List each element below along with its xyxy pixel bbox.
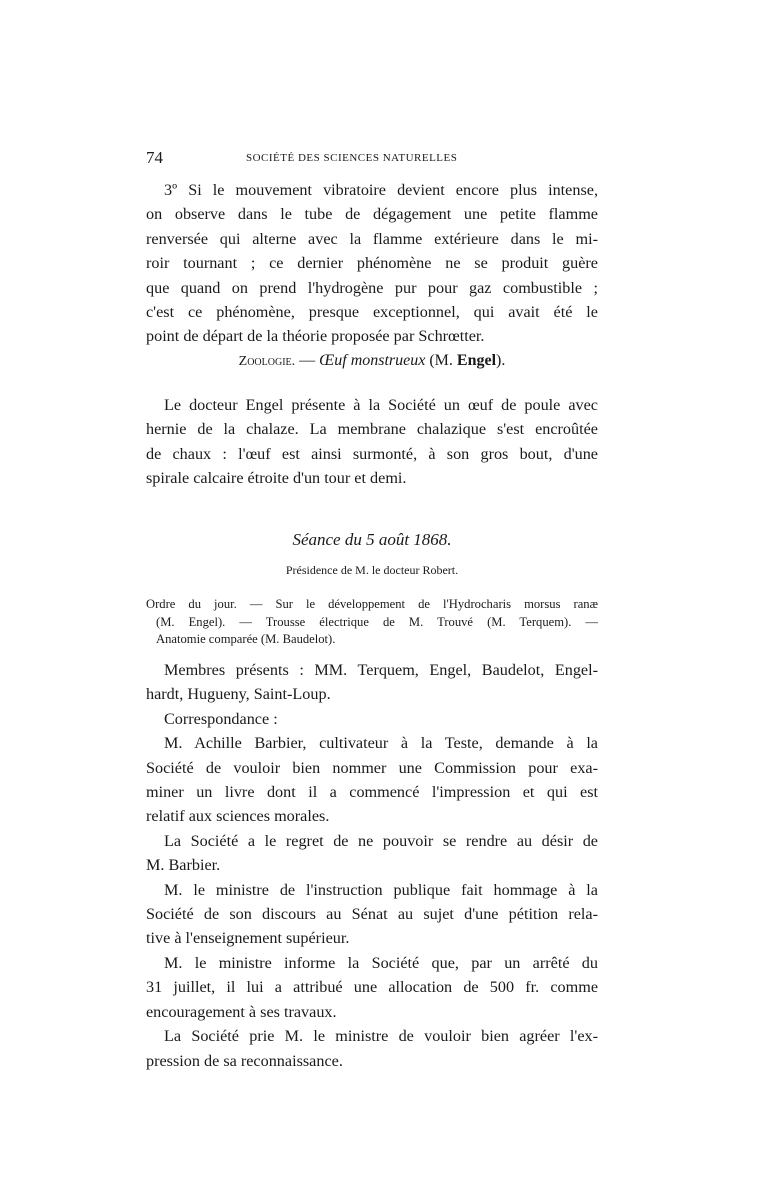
ordre-du-jour — [146, 596, 598, 649]
text-line: que quand on prend l'hydrogène pur pour gaz combustible ; — [146, 278, 598, 297]
text-line: M. Barbier. — [146, 856, 221, 875]
paragraph-hydrogen-flame — [146, 178, 598, 349]
text-line: La Société a le regret de ne pouvoir se rendre au désir de — [164, 831, 598, 850]
text-line: encouragement à ses travaux. — [146, 1002, 337, 1021]
text-line: La Société prie M. le ministre de vouloir bien agréer l'ex- — [164, 1027, 598, 1046]
page-header — [146, 148, 596, 170]
text-line: on observe dans le tube de dégagement une petite flamme — [146, 205, 598, 224]
text-line: Correspondance : — [164, 709, 278, 728]
text-line: renversée qui alterne avec la flamme extérieure dans le mi- — [146, 229, 598, 248]
text-line: Membres présents : MM. Terquem, Engel, Baudelot, Engel- — [164, 661, 598, 679]
text-line: Anatomie comparée (M. Baudelot). — [156, 632, 336, 646]
text-line: point de départ de la théorie proposée par Schrœtter. — [146, 327, 485, 346]
text-line: relatif aux sciences morales. — [146, 807, 330, 826]
author-close: ). — [496, 352, 506, 369]
paragraph-seance-minutes — [146, 658, 598, 1073]
author-open: (M. — [425, 352, 457, 369]
text-line: miner un livre dont il a commencé l'impression et qui est — [146, 783, 598, 802]
section-label: Zoologie. — [238, 354, 296, 369]
heading-dash: — — [295, 352, 320, 369]
text-line: de chaux : l'œuf est ainsi surmonté, à son gros bout, d'une — [146, 444, 598, 463]
text-line: Le docteur Engel présente à la Société un œuf de poule avec — [164, 396, 598, 414]
section-heading-zoologie — [146, 352, 598, 370]
running-title: SOCIÉTÉ DES SCIENCES NATURELLES — [246, 152, 458, 164]
text-line: 31 juillet, il lui a attribué une allocation de 500 fr. comme — [146, 978, 598, 997]
presidence-line: Présidence de M. le docteur Robert. — [285, 563, 459, 577]
text-line: Ordre du jour. — Sur le développement de l'Hydrocharis morsus ranæ — [146, 597, 598, 611]
text-line: pression de sa reconnaissance. — [146, 1051, 343, 1070]
section-subject: Œuf monstrueux — [319, 352, 426, 369]
text-line: c'est ce phénomène, presque exceptionnel, qui avait été le — [146, 303, 598, 322]
section-author: Engel — [456, 352, 497, 369]
text-line: M. le ministre informe la Société que, par un arrêté du — [164, 953, 598, 972]
page-number: 74 — [146, 148, 163, 167]
seance-title: Séance du 5 août 1868. — [292, 530, 452, 549]
text-line: Société de son discours au Sénat au sujet d'une pétition rela- — [146, 905, 598, 924]
text-line: (M. Engel). — Trousse électrique de M. Trouvé (M. Terquem). — — [156, 614, 598, 629]
text-line: M. le ministre de l'instruction publique fait hommage à la — [164, 880, 598, 899]
text-line: hardt, Hugueny, Saint-Loup. — [146, 685, 331, 704]
text-line: hernie de la chalaze. La membrane chalazique s'est encroûtée — [146, 420, 598, 439]
text-line: 3º Si le mouvement vibratoire devient encore plus intense, — [164, 181, 598, 199]
paragraph-oeuf-monstrueux — [146, 393, 598, 491]
text-line: tive à l'enseignement supérieur. — [146, 929, 350, 948]
text-line: Société de vouloir bien nommer une Commission pour exa- — [146, 758, 598, 777]
text-line: roir tournant ; ce dernier phénomène ne se produit guère — [146, 254, 598, 273]
text-line: spirale calcaire étroite d'un tour et demi. — [146, 469, 407, 488]
text-line: M. Achille Barbier, cultivateur à la Teste, demande à la — [164, 734, 598, 753]
